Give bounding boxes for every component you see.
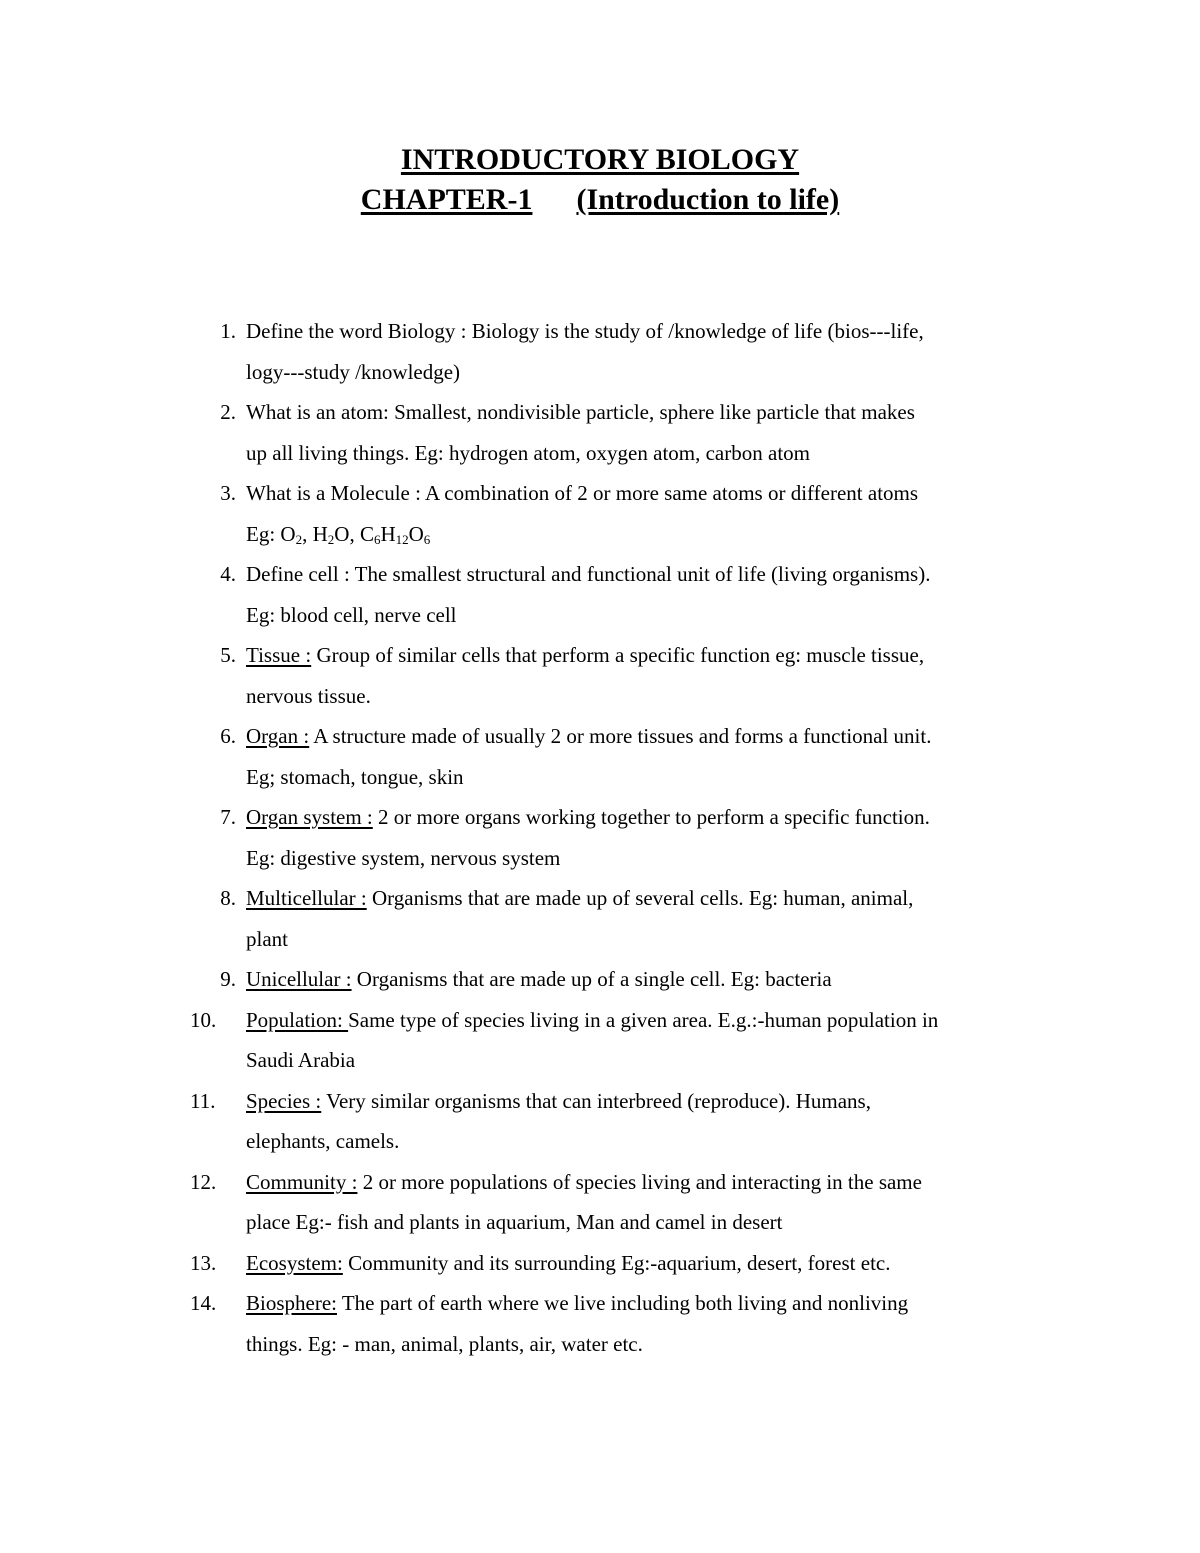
item-term: Species : [246, 1088, 322, 1113]
item-number: 6. [220, 724, 236, 748]
formula-separator: , [302, 521, 313, 546]
list-item [0, 959, 1036, 1000]
list-item [0, 554, 1036, 635]
item-text-continued: things. Eg: - man, animal, plants, air, water etc. [246, 1331, 643, 1356]
item-text: Same type of species living in a given area. E.g.:-human population in [348, 1007, 939, 1032]
item-text: Community and its surrounding Eg:-aquarium, desert, forest etc. [342, 1250, 891, 1275]
formula-subscript: 2 [327, 531, 335, 547]
item-text-continued: up all living things. Eg: hydrogen atom, oxygen atom, carbon atom [246, 440, 810, 465]
item-text-continued: Eg; stomach, tongue, skin [246, 764, 464, 789]
item-term: Community : [246, 1169, 358, 1194]
item-text: 2 or more organs working together to perform a specific function. [372, 805, 930, 829]
formula-water-o: O [334, 521, 350, 546]
item-text-continued: plant [246, 926, 288, 951]
list-item [0, 473, 1036, 554]
item-text: Very similar organisms that can interbreed (reproduce). Humans, [321, 1088, 871, 1113]
list-item [0, 716, 1036, 797]
item-term: Tissue : [246, 643, 312, 667]
item-text: What is an atom: Smallest, nondivisible particle, sphere like particle that makes [246, 400, 915, 424]
formula-subscript: 6 [423, 531, 431, 547]
item-term: Ecosystem: [246, 1250, 343, 1275]
list-item [0, 1081, 1036, 1162]
item-term: Organ : [246, 724, 310, 748]
list-item [0, 878, 1036, 959]
item-text-continued: Eg: blood cell, nerve cell [246, 602, 457, 627]
item-text: Group of similar cells that perform a specific function eg: muscle tissue, [311, 643, 925, 667]
item-text: 2 or more populations of species living and interacting in the same [357, 1169, 922, 1194]
chapter-heading [0, 180, 1200, 220]
list-item [0, 797, 1036, 878]
document-title: INTRODUCTORY BIOLOGY [400, 143, 800, 176]
formula-water-h: H [312, 521, 328, 546]
chapter-number: CHAPTER-1 [360, 183, 533, 216]
item-number: 5. [220, 643, 236, 667]
chapter-subtitle: (Introduction to life) [576, 183, 840, 216]
item-term: Population: [246, 1007, 349, 1032]
item-number: 8. [220, 886, 236, 910]
formula-glucose-h: H [380, 521, 396, 546]
item-text-continued: elephants, camels. [246, 1129, 400, 1153]
item-number: 3. [220, 481, 236, 505]
item-text-continued: logy---study /knowledge) [246, 359, 461, 384]
item-number: 11. [190, 1088, 216, 1113]
formula-prefix: Eg: [246, 521, 281, 546]
item-text: Define the word Biology : Biology is the study of /knowledge of life (bios---life, [246, 319, 924, 343]
item-number: 1. [220, 319, 236, 343]
formula-line [246, 522, 430, 546]
item-number: 2. [220, 400, 236, 424]
item-number: 4. [220, 562, 236, 586]
formula-oxygen: O [280, 521, 296, 546]
item-text: The part of earth where we live including both living and nonliving [336, 1291, 909, 1315]
formula-separator: , [349, 521, 360, 546]
definition-list [0, 311, 1200, 1364]
formula-glucose-o: O [408, 521, 424, 546]
item-text-continued: Saudi Arabia [246, 1048, 356, 1072]
item-number: 13. [190, 1250, 217, 1275]
list-item [0, 1162, 1036, 1243]
item-text: Organisms that are made up of a single cell. Eg: bacteria [351, 967, 832, 991]
item-term: Organ system : [246, 805, 373, 829]
list-item [0, 635, 1036, 716]
formula-subscript: 6 [373, 531, 381, 547]
item-text: A structure made of usually 2 or more tissues and forms a functional unit. [309, 724, 932, 748]
item-number: 12. [190, 1169, 217, 1194]
item-term: Biosphere: [246, 1291, 337, 1315]
list-item [0, 1243, 1036, 1284]
formula-subscript: 2 [295, 531, 303, 547]
list-item [0, 1283, 1036, 1364]
formula-glucose-c: C [359, 521, 374, 546]
item-number: 7. [220, 805, 236, 829]
list-item [0, 392, 1036, 473]
formula-subscript: 12 [395, 531, 409, 547]
item-text-continued: nervous tissue. [246, 683, 371, 708]
item-term: Multicellular : [246, 886, 367, 910]
list-item [0, 311, 1036, 392]
title-block [0, 140, 1200, 220]
item-number: 14. [190, 1291, 217, 1315]
item-text-continued: place Eg:- fish and plants in aquarium, Man and camel in desert [246, 1210, 783, 1234]
item-text: What is a Molecule : A combination of 2 or more same atoms or different atoms [246, 481, 919, 505]
item-number: 10. [190, 1007, 217, 1032]
item-term: Unicellular : [246, 967, 352, 991]
list-item [0, 1000, 1036, 1081]
item-text: Define cell : The smallest structural and functional unit of life (living organisms). [246, 562, 931, 586]
item-text-continued: Eg: digestive system, nervous system [246, 845, 561, 870]
item-text: Organisms that are made up of several cells. Eg: human, animal, [366, 886, 914, 910]
item-number: 9. [220, 967, 236, 991]
